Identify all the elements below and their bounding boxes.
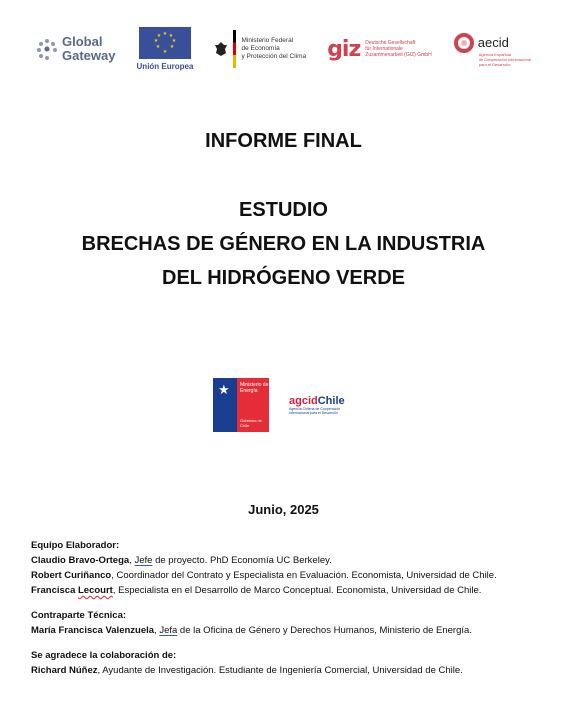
member-flag: Lecourt <box>78 585 113 596</box>
thanks-heading: Se agradece la colaboración de: <box>31 650 177 661</box>
aecid-ring-icon <box>453 32 475 54</box>
member-pre: , <box>129 555 135 566</box>
agcid-chile-logo <box>289 395 349 415</box>
member-name: Robert Curiñanco <box>31 570 112 581</box>
eu-flag-icon <box>139 27 191 59</box>
eu-label: Unión Europea <box>136 62 194 71</box>
team-group <box>31 538 541 598</box>
giz-mark: giz <box>327 36 361 62</box>
thanks-name: Richard Núñez <box>31 665 98 676</box>
partner-logos <box>36 24 531 74</box>
star-icon: ★ <box>218 382 230 397</box>
bmwk-line3: y Protección del Clima <box>241 53 307 60</box>
aecid-line1: Agencia Española <box>478 51 511 57</box>
global-gateway-line2: Gateway <box>62 48 116 63</box>
aecid-word: aecid <box>477 35 509 50</box>
study-line3: DEL HIDRÓGENO VERDE <box>162 267 405 289</box>
svg-text:★: ★ <box>156 33 162 39</box>
counterpart-member <box>31 623 541 638</box>
german-flag-bar <box>233 30 236 68</box>
svg-text:★: ★ <box>169 44 175 50</box>
credits <box>31 538 541 688</box>
bmwk-logo <box>214 30 306 68</box>
svg-text:★: ★ <box>162 49 168 55</box>
counterpart-pre: , <box>154 625 160 636</box>
giz-line2: für Internationale <box>365 46 403 52</box>
member-role: , Coordinador del Contrato y Especialista en Evaluación. Economista, Universidad de Chile. <box>111 570 497 581</box>
government-logos <box>213 378 349 432</box>
member-name: Francisca <box>31 585 78 596</box>
member-role: , Especialista en el Desarrollo de Marco Conceptual. Economista, Universidad de Chile. <box>112 585 482 596</box>
thanks-group <box>31 648 541 678</box>
aecid-line2: de Cooperación Internacional <box>478 56 531 62</box>
global-gateway-line1: Global <box>62 34 103 49</box>
study-line1: ESTUDIO <box>239 199 328 221</box>
giz-line1: Deutsche Gesellschaft <box>365 40 416 46</box>
agcid-word-b: Chile <box>317 395 345 407</box>
gobierno-line1: Ministerio de <box>240 382 269 388</box>
gobierno-footer: Gobierno de Chile <box>240 418 263 428</box>
federal-eagle-icon <box>214 41 228 57</box>
counterpart-name: María Francisca Valenzuela <box>31 625 155 636</box>
gobierno-de-chile-logo <box>213 378 269 432</box>
member-flag: Jefe <box>134 555 153 566</box>
thanks-role: , Ayudante de Investigación. Estudiante de Ingeniería Comercial, Universidad de Chile. <box>97 665 463 676</box>
counterpart-heading: Contraparte Técnica: <box>31 610 127 621</box>
svg-text:★: ★ <box>155 44 161 50</box>
report-date: Junio, 2025 <box>248 502 319 517</box>
study-line2: BRECHAS DE GÉNERO EN LA INDUSTRIA <box>81 233 486 255</box>
team-heading: Equipo Elaborador: <box>31 540 120 551</box>
bmwk-line2: de Economía <box>241 45 280 52</box>
team-member <box>31 553 541 568</box>
global-gateway-dots-icon <box>36 38 58 60</box>
thanks-member <box>31 663 541 678</box>
counterpart-role: de la Oficina de Género y Derechos Humanos, Ministerio de Energía. <box>177 625 472 636</box>
svg-text:★: ★ <box>153 38 159 44</box>
member-role: de proyecto. PhD Economía UC Berkeley. <box>152 555 332 566</box>
study-title <box>0 193 567 295</box>
aecid-logo <box>453 32 531 67</box>
giz-logo <box>327 37 432 62</box>
counterpart-group <box>31 608 541 638</box>
svg-text:★: ★ <box>168 33 174 39</box>
team-member <box>31 583 541 598</box>
aecid-line3: para el Desarrollo <box>478 61 511 67</box>
agcid-word-a: agcid <box>289 395 318 407</box>
svg-text:★: ★ <box>162 31 168 37</box>
svg-text:★: ★ <box>171 38 177 44</box>
member-name: Claudio Bravo-Ortega <box>31 555 130 566</box>
agcid-sub: Agencia Chilena de Cooperación Internacional para el Desarrollo <box>289 407 341 415</box>
bmwk-line1: Ministerio Federal <box>241 37 294 44</box>
eu-logo <box>137 27 194 71</box>
counterpart-flag: Jefa <box>159 625 178 636</box>
title-block <box>0 130 567 295</box>
report-title: INFORME FINAL <box>205 130 362 152</box>
global-gateway-logo <box>36 35 115 63</box>
giz-line3: Zusammenarbeit (GIZ) GmbH <box>365 52 432 58</box>
team-member <box>31 568 541 583</box>
gobierno-line2: Energía <box>240 388 258 394</box>
